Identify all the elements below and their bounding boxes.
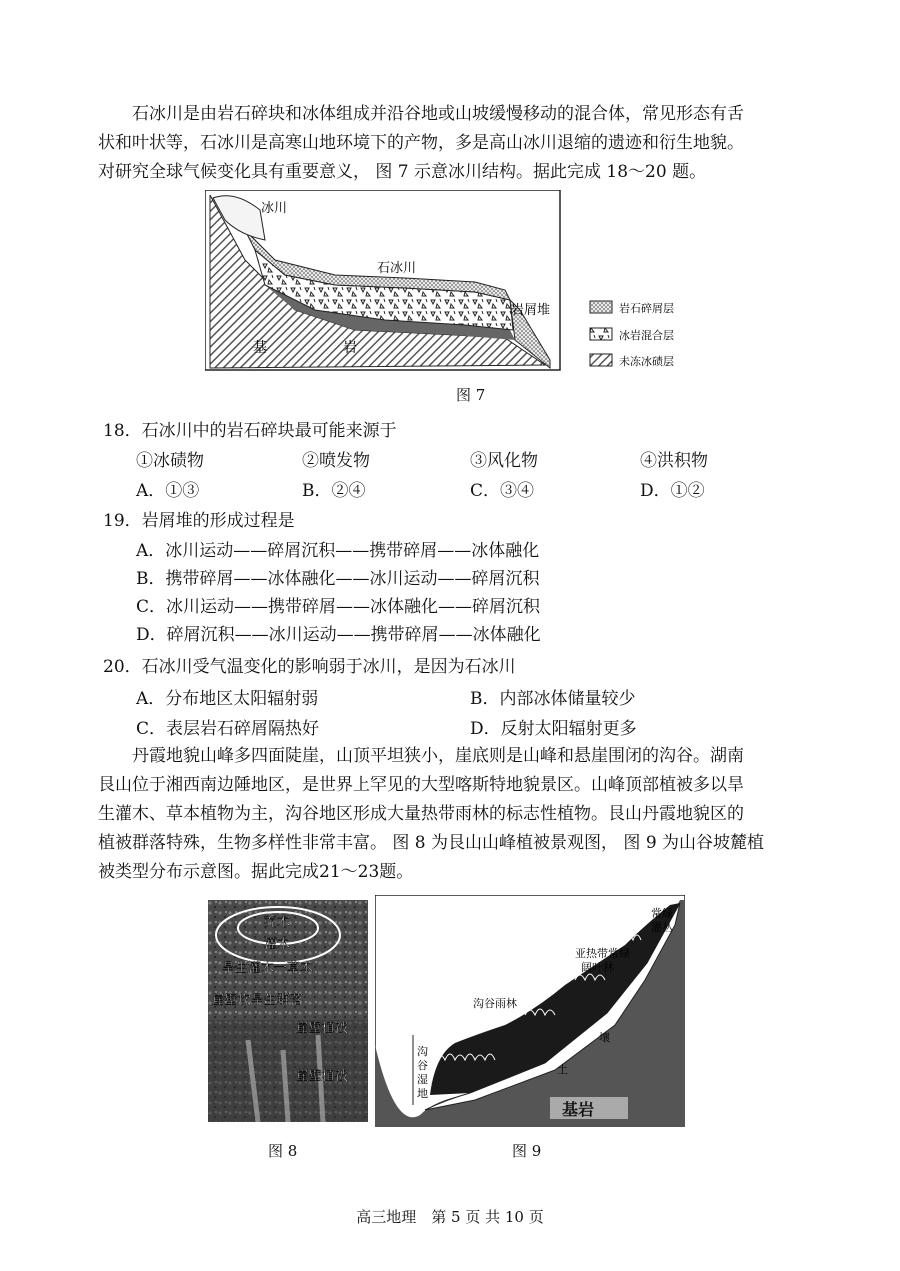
intro-paragraph-2 [98, 742, 808, 887]
intro2-line-5: 被类型分布示意图。据此完成21～23题。 [98, 862, 414, 882]
label-subtropical-1: 亚热带常绿 [575, 947, 630, 960]
intro2-line-3: 生灌木、草本植物为主，沟谷地区形成大量热带雨林的标志性植物。艮山丹霞地貌区的 [98, 804, 744, 824]
label-bedrock: 基岩 [562, 1100, 595, 1119]
label-xeric-shrub-herb: 旱生灌木一草本 [222, 961, 314, 976]
label-wetland-1: 沟 [417, 1045, 428, 1058]
label-subtropical-2: 阔叶林 [581, 961, 614, 974]
figure-7-glacier-diagram [205, 190, 715, 375]
q18-option-a: A．①③ [136, 481, 200, 501]
label-wetland-2: 谷 [417, 1059, 428, 1072]
label-evergreen-2: 灌丛 [651, 921, 673, 934]
intro2-line-4: 植被群落特殊，生物多样性非常丰富。 图 8 为艮山山峰植被景观图， 图 9 为山谷坡麓植 [98, 833, 765, 853]
label-cliff-vegetation-1: 崖壁植被 [296, 1021, 349, 1036]
q20-option-d: D．反射太阳辐射更多 [470, 719, 637, 739]
q20-option-c: C．表层岩石碎屑隔热好 [136, 719, 320, 739]
label-wetland-4: 地 [417, 1087, 428, 1100]
q19-option-d: D．碎屑沉积——冰川运动——携带碎屑——冰体融化 [136, 625, 541, 645]
q20-option-b: B．内部冰体储量较少 [470, 689, 636, 709]
label-wetland-3: 湿 [417, 1073, 428, 1086]
intro1-line-1: 石冰川是由岩石碎块和冰体组成并沿谷地或山坡缓慢移动的混合体，常见形态有舌 [132, 104, 744, 124]
q19-option-c: C．冰川运动——携带碎屑——冰体融化——碎屑沉积 [136, 597, 541, 617]
label-evergreen-1: 常绿 [651, 907, 673, 920]
label-rock-glacier: 石冰川 [377, 261, 417, 276]
q18-item-2: ②喷发物 [302, 451, 370, 471]
figure-7-caption: 图 7 [456, 386, 486, 404]
intro2-line-2: 艮山位于湘西南边陲地区，是世界上罕见的大型喀斯特地貌景区。山峰顶部植被多以旱 [98, 775, 744, 795]
question-18-stem: 18．石冰川中的岩石碎块最可能来源于 [103, 421, 397, 441]
q18-option-b: B．②④ [302, 481, 366, 501]
intro1-line-3: 对研究全球气候变化具有重要意义， 图 7 示意冰川结构。据此完成 18～20 题。 [98, 162, 707, 182]
label-glacier: 冰川 [261, 201, 288, 216]
label-cliff-vegetation-2: 崖壁植被 [296, 1069, 349, 1084]
q18-option-d: D．①② [640, 481, 705, 501]
figure-9-caption: 图 9 [512, 1142, 542, 1160]
q19-option-b: B．携带碎屑——冰体融化——冰川运动——碎屑沉积 [136, 569, 540, 589]
figure-8-vegetation-photo [208, 900, 368, 1122]
label-shrubs: 灌木 [264, 937, 291, 952]
label-bedrock-2: 岩 [343, 340, 357, 356]
intro2-line-1: 丹霞地貌山峰多四面陡崖，山顶平坦狭小，崖底则是山峰和悬崖围闭的沟谷。湖南 [132, 746, 744, 766]
q18-option-c: C．③④ [470, 481, 535, 501]
label-soil-2: 土 [557, 1063, 568, 1076]
q18-item-4: ④洪积物 [640, 451, 708, 471]
question-19-stem: 19．岩屑堆的形成过程是 [103, 511, 295, 531]
label-valley-rainforest: 沟谷雨林 [473, 997, 517, 1010]
label-trees: 乔木 [264, 915, 291, 930]
legend-swatch-debris [590, 301, 612, 313]
legend-till: 未冻冰碛层 [619, 355, 674, 368]
q19-option-a: A．冰川运动——碎屑沉积——携带碎屑——冰体融化 [136, 541, 540, 561]
label-talus: 岩屑堆 [511, 303, 551, 318]
label-cliff-xeric-community: 崖壁坎旱生群落 [212, 993, 304, 1008]
q18-item-3: ③风化物 [470, 451, 538, 471]
figure-8-caption: 图 8 [268, 1142, 298, 1160]
legend-debris: 岩石碎屑层 [619, 302, 674, 315]
page-footer: 高三地理 第 5 页 共 10 页 [356, 1208, 544, 1226]
figure-9-valley-vegetation-diagram [375, 895, 685, 1127]
q18-item-1: ①冰碛物 [136, 451, 204, 471]
question-20-stem: 20．石冰川受气温变化的影响弱于冰川，是因为石冰川 [103, 657, 516, 677]
intro1-line-2: 状和叶状等，石冰川是高寒山地环境下的产物，多是高山冰川退缩的遗迹和衍生地貌。 [98, 133, 744, 153]
intro-paragraph-1 [98, 100, 808, 187]
legend-swatch-till [590, 354, 612, 366]
legend-mix: 冰岩混合层 [619, 329, 674, 342]
label-soil-1: 壤 [599, 1031, 610, 1044]
label-bedrock-1: 基 [253, 340, 267, 356]
legend-swatch-mix [590, 328, 612, 340]
q20-option-a: A．分布地区太阳辐射弱 [136, 689, 319, 709]
